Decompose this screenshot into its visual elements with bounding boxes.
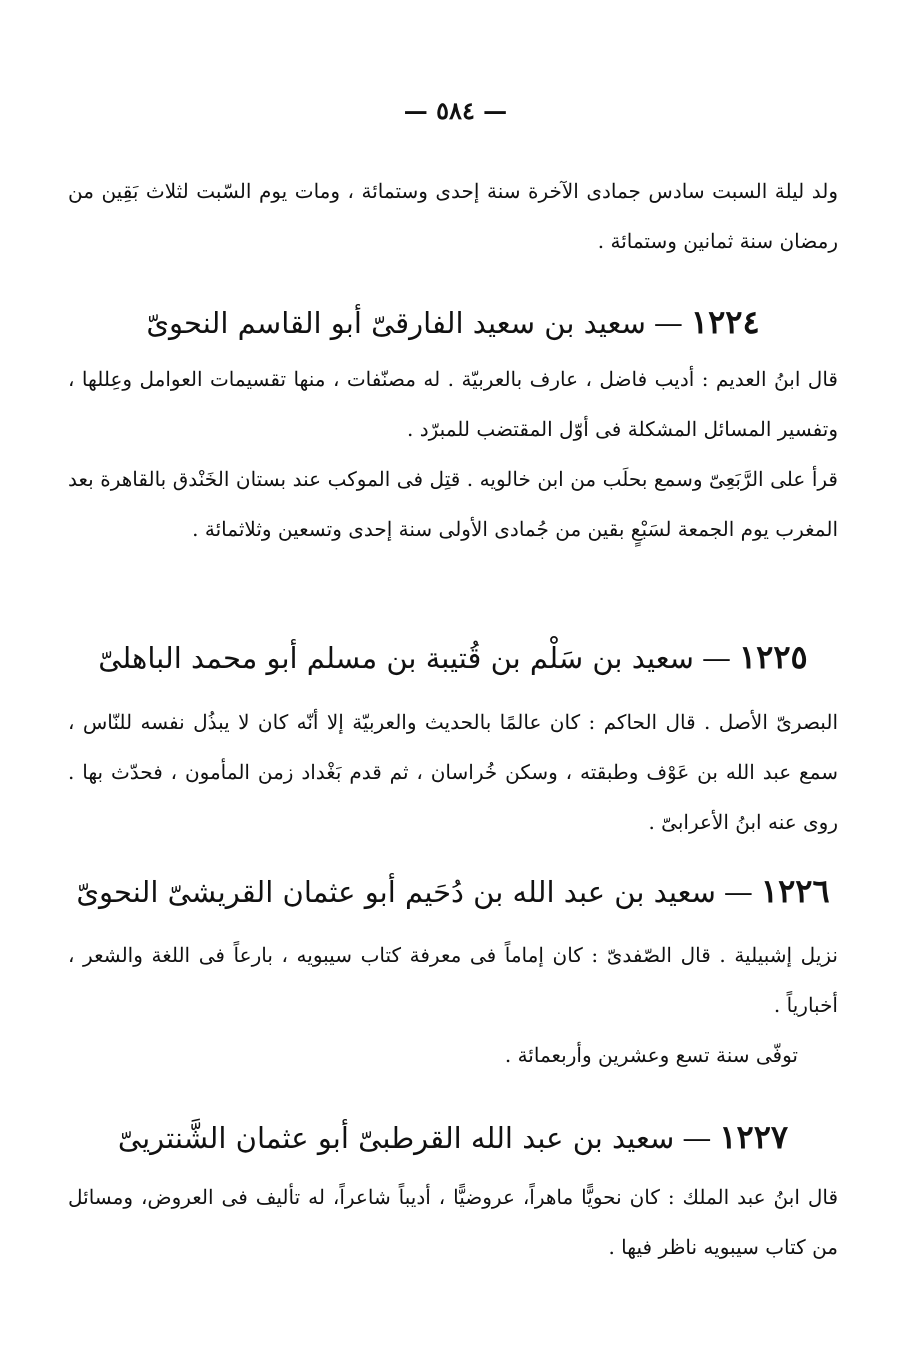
entry-dash: — (701, 641, 731, 675)
entry-paragraph: نزيل إشبيلية . قال الصّفدىّ : كان إماماً فى معرفة كتاب سيبويه ، بارعاً فى اللغة والشعر ، أخبارياً . (68, 943, 838, 1017)
entry-number: ١٢٢٦ (760, 872, 830, 910)
entry-body-1225 (68, 697, 838, 847)
entry-heading-1226 (68, 866, 838, 917)
entry-paragraph: قال ابنُ العديم : أديب فاضل ، عارف بالعربيّة . له مصنّفات ، منها تقسيمات العوامل وعِللها ، وتفسير المسائل المشكلة فى أوّل المقتضب للمبرّد . (68, 367, 838, 441)
entry-paragraph: قال ابنُ عبد الملك : كان نحويًّا ماهراً، عروضيًّا ، أديباً شاعراً، له تأليف فى العروض، ومسائل من كتاب سيبويه ناظر فيها . (68, 1185, 838, 1259)
entry-name: سعيد بن عبد الله القرطبىّ أبو عثمان الشَّنتريىّ (117, 1121, 675, 1155)
entry-paragraph: البصرىّ الأصل . قال الحاكم : كان عالمًا بالحديث والعربيّة إلا أنّه كان لا يبذُل نفسه للنّاس ، سمع عبد الله بن عَوْف وطبقته ، وسكن خُراسان ، ثم قدم بَغْداد زمن المأمون ، فحدّث بها . روى عنه ابنُ الأعرابىّ . (68, 710, 838, 834)
entry-dash: — (682, 1121, 712, 1155)
entry-heading-1224 (68, 297, 838, 348)
entry-number: ١٢٢٤ (690, 303, 760, 341)
entry-dash: — (723, 875, 753, 909)
entry-body-1227 (68, 1172, 838, 1272)
entry-body-1224 (68, 354, 838, 554)
entry-name: سعيد بن سعيد الفارقىّ أبو القاسم النحوىّ (146, 306, 646, 340)
entry-heading-1225 (68, 632, 838, 683)
intro-paragraph: ولد ليلة السبت سادس جمادى الآخرة سنة إحدى وستمائة ، ومات يوم السّبت لثلاث بَقِين من رمضان سنة ثمانين وستمائة . (68, 179, 838, 253)
entry-number: ١٢٢٥ (738, 638, 808, 676)
entry-paragraph: قرأ على الرَّبَعِىّ وسمع بحلَب من ابن خالويه . قتِل فى الموكب عند بستان الخَنْدق بالقاهرة بعد المغرب يوم الجمعة لسَبْعٍ بقين من جُمادى الأولى سنة إحدى وتسعين وثلاثمائة . (68, 467, 838, 541)
intro-paragraph-block (68, 166, 838, 266)
entry-number: ١٢٢٧ (719, 1118, 789, 1156)
page-number: — ٥٨٤ — (403, 96, 508, 125)
entry-dash: — (653, 306, 683, 340)
entry-body-1226 (68, 930, 838, 1080)
entry-paragraph: توفّى سنة تسع وعشرين وأربعمائة . (504, 1043, 798, 1067)
entry-heading-1227 (68, 1112, 838, 1163)
entry-name: سعيد بن عبد الله بن دُحَيم أبو عثمان القريشىّ النحوىّ (76, 875, 716, 909)
entry-name: سعيد بن سَلْم بن قُتيبة بن مسلم أبو محمد الباهلىّ (98, 641, 694, 675)
